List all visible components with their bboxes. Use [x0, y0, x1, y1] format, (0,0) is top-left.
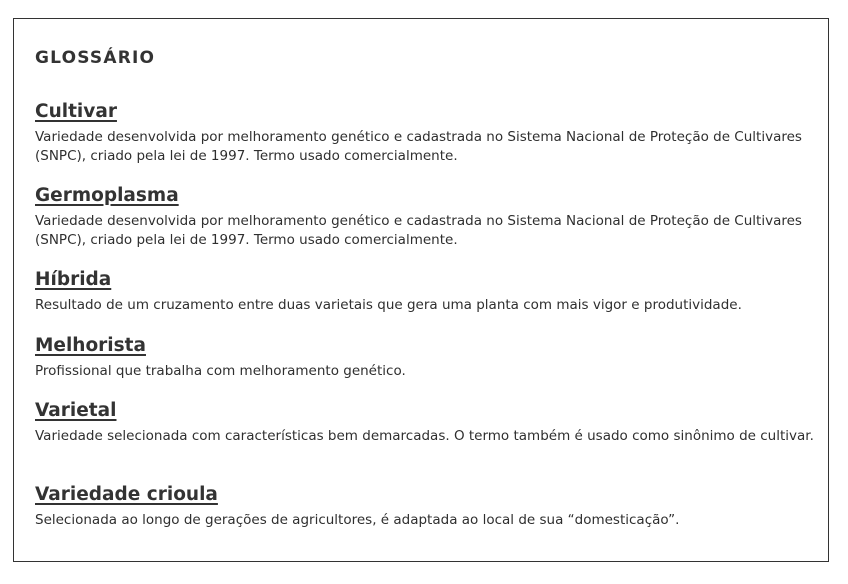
term-link-germoplasma[interactable]: Germoplasma — [35, 185, 179, 206]
glossary-title: GLOSSÁRIO — [35, 48, 156, 68]
term-link-hibrida[interactable]: Híbrida — [35, 269, 112, 290]
glossary-entry-hibrida — [35, 269, 815, 315]
definition-cultivar: Variedade desenvolvida por melhoramento genético e cadastrada no Sistema Nacional de Proteção de Cultivares (SNPC), criado pela lei de 1997. Termo usado comercialmente. — [35, 129, 802, 164]
definition-variedade-crioula: Selecionada ao longo de gerações de agricultores, é adaptada ao local de sua “domesticação”. — [35, 512, 680, 528]
glossary-box — [13, 18, 829, 562]
term-link-melhorista[interactable]: Melhorista — [35, 335, 146, 356]
term-link-cultivar[interactable]: Cultivar — [35, 101, 117, 122]
glossary-entry-melhorista — [35, 335, 815, 381]
definition-melhorista: Profissional que trabalha com melhoramento genético. — [35, 363, 406, 379]
glossary-entry-varietal — [35, 400, 815, 446]
definition-hibrida: Resultado de um cruzamento entre duas varietais que gera uma planta com mais vigor e produtividade. — [35, 297, 742, 313]
definition-varietal: Variedade selecionada com características bem demarcadas. O termo também é usado como sinônimo de cultivar. — [35, 428, 814, 444]
glossary-entry-cultivar — [35, 101, 815, 166]
glossary-entry-germoplasma — [35, 185, 815, 250]
definition-germoplasma: Variedade desenvolvida por melhoramento genético e cadastrada no Sistema Nacional de Proteção de Cultivares (SNPC), criado pela lei de 1997. Termo usado comercialmente. — [35, 213, 802, 248]
term-link-varietal[interactable]: Varietal — [35, 400, 117, 421]
glossary-entry-variedade-crioula — [35, 484, 815, 530]
term-link-variedade-crioula[interactable]: Variedade crioula — [35, 484, 218, 505]
